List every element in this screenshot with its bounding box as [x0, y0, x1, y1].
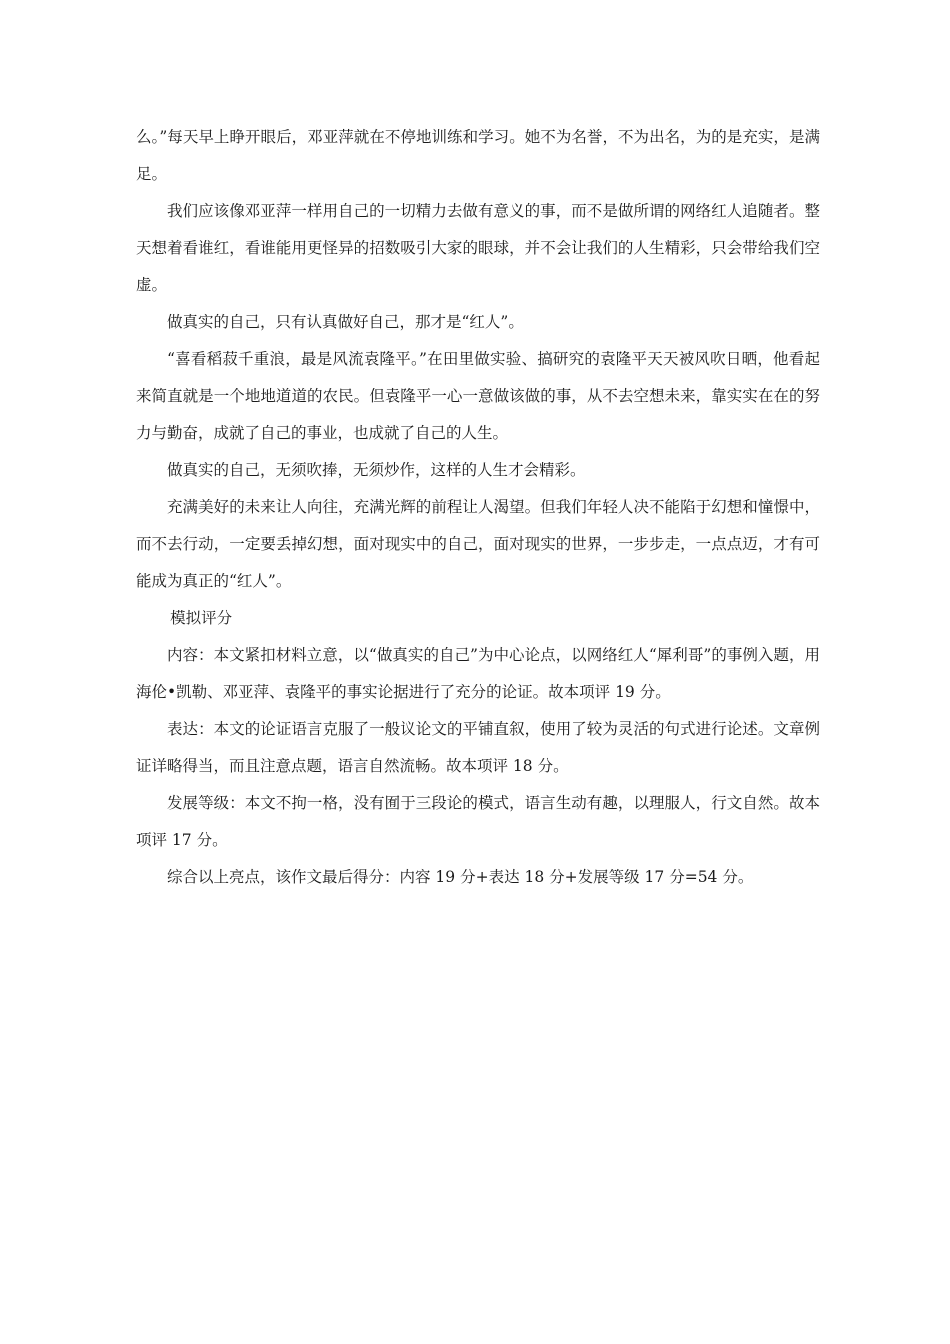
essay-paragraph: 做真实的自己，无须吹捧，无须炒作，这样的人生才会精彩。	[167, 461, 586, 479]
scoring-paragraph: 内容：本文紧扣材料立意，以“做真实的自己”为中心论点，以网络红人“犀利哥”的事例入题，用海伦•凯勒、邓亚萍、袁隆平的事实论据进行了充分的论证。故本项评 19 分。	[136, 646, 820, 701]
section-heading: 模拟评分	[170, 609, 233, 627]
document-body	[136, 119, 820, 896]
essay-paragraph: 么。”每天早上睁开眼后，邓亚萍就在不停地训练和学习。她不为名誉，不为出名，为的是充实，是满足。	[136, 128, 820, 183]
scoring-summary: 综合以上亮点，该作文最后得分：内容 19 分+表达 18 分+发展等级 17 分=54 分。	[167, 868, 754, 886]
scoring-paragraph: 发展等级：本文不拘一格，没有囿于三段论的模式，语言生动有趣，以理服人，行文自然。故本项评 17 分。	[136, 794, 820, 849]
scoring-paragraph: 表达：本文的论证语言克服了一般议论文的平铺直叙，使用了较为灵活的句式进行论述。文章例证详略得当，而且注意点题，语言自然流畅。故本项评 18 分。	[136, 720, 820, 775]
essay-paragraph: 充满美好的未来让人向往，充满光辉的前程让人渴望。但我们年轻人决不能陷于幻想和憧憬中，而不去行动，一定要丢掉幻想，面对现实中的自己，面对现实的世界，一步步走，一点点迈，才有可能成为真正的“红人”。	[136, 498, 820, 590]
essay-paragraph: 做真实的自己，只有认真做好自己，那才是“红人”。	[167, 313, 524, 331]
essay-paragraph: 我们应该像邓亚萍一样用自己的一切精力去做有意义的事，而不是做所谓的网络红人追随者。整天想着看谁红，看谁能用更怪异的招数吸引大家的眼球，并不会让我们的人生精彩，只会带给我们空虚。	[136, 202, 820, 294]
essay-paragraph: “喜看稻菽千重浪，最是风流袁隆平。”在田里做实验、搞研究的袁隆平天天被风吹日晒，他看起来简直就是一个地地道道的农民。但袁隆平一心一意做该做的事，从不去空想未来，靠实实在在的努力与勤奋，成就了自己的事业，也成就了自己的人生。	[136, 350, 820, 442]
